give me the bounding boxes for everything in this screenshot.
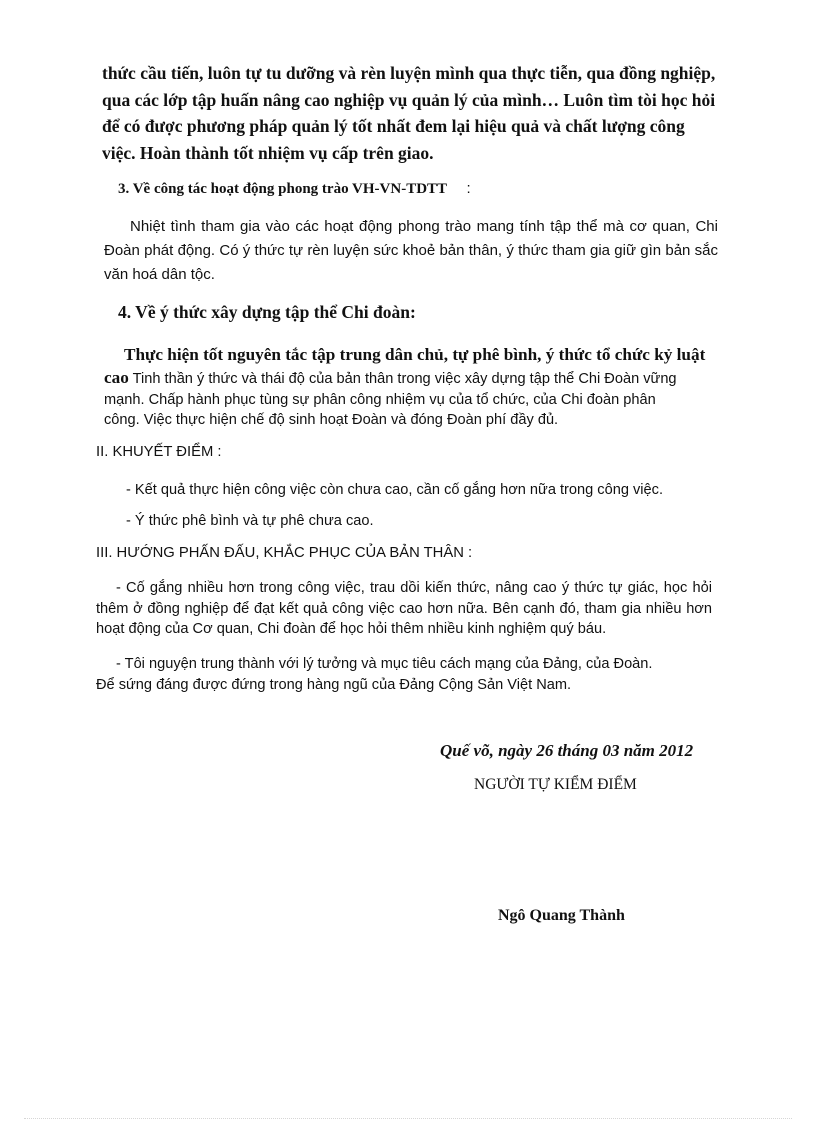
intro-line: thức cầu tiến, luôn tự tu dưỡng và rèn luyện mình qua thực tiễn, qua đồng nghiệp, [102, 63, 716, 83]
section4-text: mạnh. Chấp hành phục tùng sự phân công nhiệm vụ của tổ chức, của Chi đoàn phân [104, 391, 656, 408]
section4-bold-line: Thực hiện tốt nguyên tắc tập trung dân chủ, tự phê bình, ý thức tổ chức kỷ luật [124, 345, 706, 364]
page-bottom-edge [24, 1118, 792, 1119]
weakness-item: - Kết quả thực hiện công việc còn chưa cao, cần cố gắng hơn nữa trong công việc. [126, 482, 664, 498]
section4-heading: 4. Về ý thức xây dựng tập thể Chi đoàn: [118, 302, 416, 322]
intro-line: để có được phương pháp quản lý tốt nhất đem lại hiệu quả và chất lượng công [102, 116, 685, 136]
section3-heading-text: 3. Về công tác hoạt động phong trào VH-VN-TDTT [118, 181, 447, 197]
direction-paragraph-2 [96, 654, 652, 695]
weakness-item: - Ý thức phê bình và tự phê chưa cao. [126, 513, 374, 529]
weaknesses-heading: II. KHUYẾT ĐIỂM : [96, 444, 222, 460]
direction-heading: III. HƯỚNG PHẤN ĐẤU, KHẮC PHỤC CỦA BẢN THÂN : [96, 545, 473, 561]
intro-paragraph [102, 60, 715, 166]
section4-body [104, 343, 724, 431]
direction-paragraph: - Cố gắng nhiều hơn trong công việc, trau dồi kiến thức, nâng cao ý thức tự giác, học hỏi thêm ở đồng nghiệp để đạt kết quả công việc cao hơn nữa. Bên cạnh đó, tham gia nhiều hơn hoạt động của Cơ quan, Chi đoàn để học hỏi thêm nhiều kinh nghiệm quý báu. [96, 580, 712, 637]
signer-name: Ngô Quang Thành [498, 907, 625, 924]
intro-line: qua các lớp tập huấn nâng cao nghiệp vụ quản lý của mình… Luôn tìm tòi học hỏi [102, 89, 716, 110]
direction-line: - Tôi nguyện trung thành với lý tưởng và mục tiêu cách mạng của Đảng, của Đoàn. [116, 656, 653, 672]
intro-line: việc. Hoàn thành tốt nhiệm vụ cấp trên giao. [102, 142, 434, 163]
section3-heading [118, 180, 471, 198]
section3-heading-suffix: : [466, 180, 471, 197]
section4-text: công. Việc thực hiện chế độ sinh hoạt Đoàn và đóng Đoàn phí đầy đủ. [104, 412, 559, 428]
section3-body: Nhiệt tình tham gia vào các hoạt động phong trào mang tính tập thể mà cơ quan, Chi Đoàn phát động. Có ý thức tự rèn luyện sức khoẻ bản thân, ý thức tham gia giữ gìn bản sắc văn hoá dân tộc. [104, 218, 718, 283]
section4-bold-word: cao [104, 368, 129, 387]
signer-role: NGƯỜI TỰ KIỂM ĐIỂM [474, 776, 637, 793]
direction-line: Để sứng đáng được đứng trong hàng ngũ của Đảng Cộng Sản Việt Nam. [96, 676, 572, 693]
section4-text: Tinh thần ý thức và thái độ của bản thân trong việc xây dựng tập thể Chi Đoàn vững [128, 371, 677, 387]
place-date: Quế võ, ngày 26 tháng 03 năm 2012 [440, 741, 694, 760]
